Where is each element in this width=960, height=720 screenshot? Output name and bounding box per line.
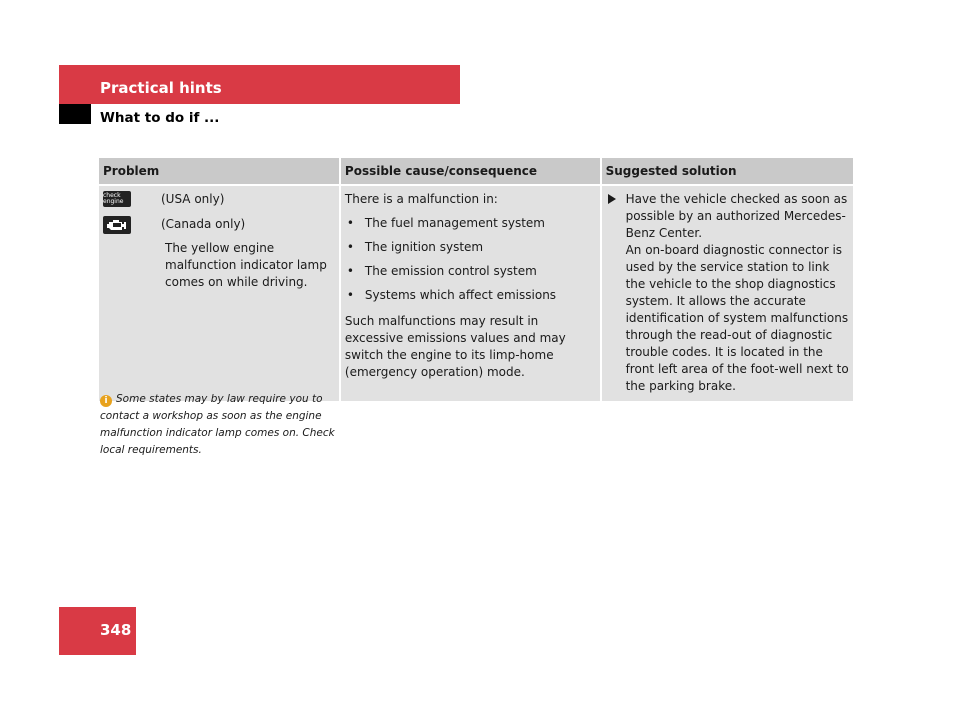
info-icon: i [100, 395, 112, 407]
troubleshooting-table [99, 158, 853, 401]
cause-intro: There is a malfunction in: [344, 192, 498, 206]
header-solution: Suggested solution [602, 158, 853, 186]
info-note-text: Some states may by law require you to contact a workshop as soon as the engine malfunction indicator lamp comes on. Check local requirements. [100, 393, 335, 456]
table-header-row [99, 158, 853, 186]
solution-step [606, 191, 849, 395]
cause-item: • The ignition system [345, 239, 596, 256]
solution-line-2: An on-board diagnostic connector is used by the service station to link the vehicle to the shop diagnostics system. It allows the accurate identification of system malfunctions through the read-out of diagnostic trouble codes. It is located in the front left area of the foot-well next to the parking brake. [625, 243, 849, 393]
subsection-marker [59, 104, 91, 124]
info-note [100, 391, 350, 459]
solution-cell [602, 186, 853, 401]
cause-item: • The fuel management system [345, 215, 596, 232]
section-title: Practical hints [100, 79, 222, 97]
cause-note: Such malfunctions may result in excessive emissions values and may switch the engine to its limp-home (emergency operation) mode. [344, 314, 566, 379]
table-row [99, 186, 853, 401]
check-engine-icon-label: check engine [103, 192, 124, 205]
problem-canada-label: (Canada only) [161, 217, 246, 231]
engine-outline-icon [103, 216, 131, 234]
cause-item: • Systems which affect emissions [345, 287, 596, 304]
subsection-title: What to do if ... [100, 110, 220, 126]
problem-usa-label: (USA only) [161, 192, 225, 206]
solution-line-1: Have the vehicle checked as soon as possible by an authorized Mercedes-Benz Center. [625, 192, 848, 240]
arrow-right-icon [608, 194, 616, 204]
problem-cell [99, 186, 341, 401]
header-cause: Possible cause/consequence [341, 158, 602, 186]
cause-item: • The emission control system [345, 263, 596, 280]
problem-usa [103, 191, 335, 208]
problem-canada [103, 216, 335, 234]
header-problem: Problem [99, 158, 341, 186]
page-number: 348 [100, 621, 132, 639]
cause-cell [341, 186, 602, 401]
problem-description: The yellow engine malfunction indicator lamp comes on while driving. [165, 241, 327, 289]
check-engine-icon [103, 191, 131, 207]
